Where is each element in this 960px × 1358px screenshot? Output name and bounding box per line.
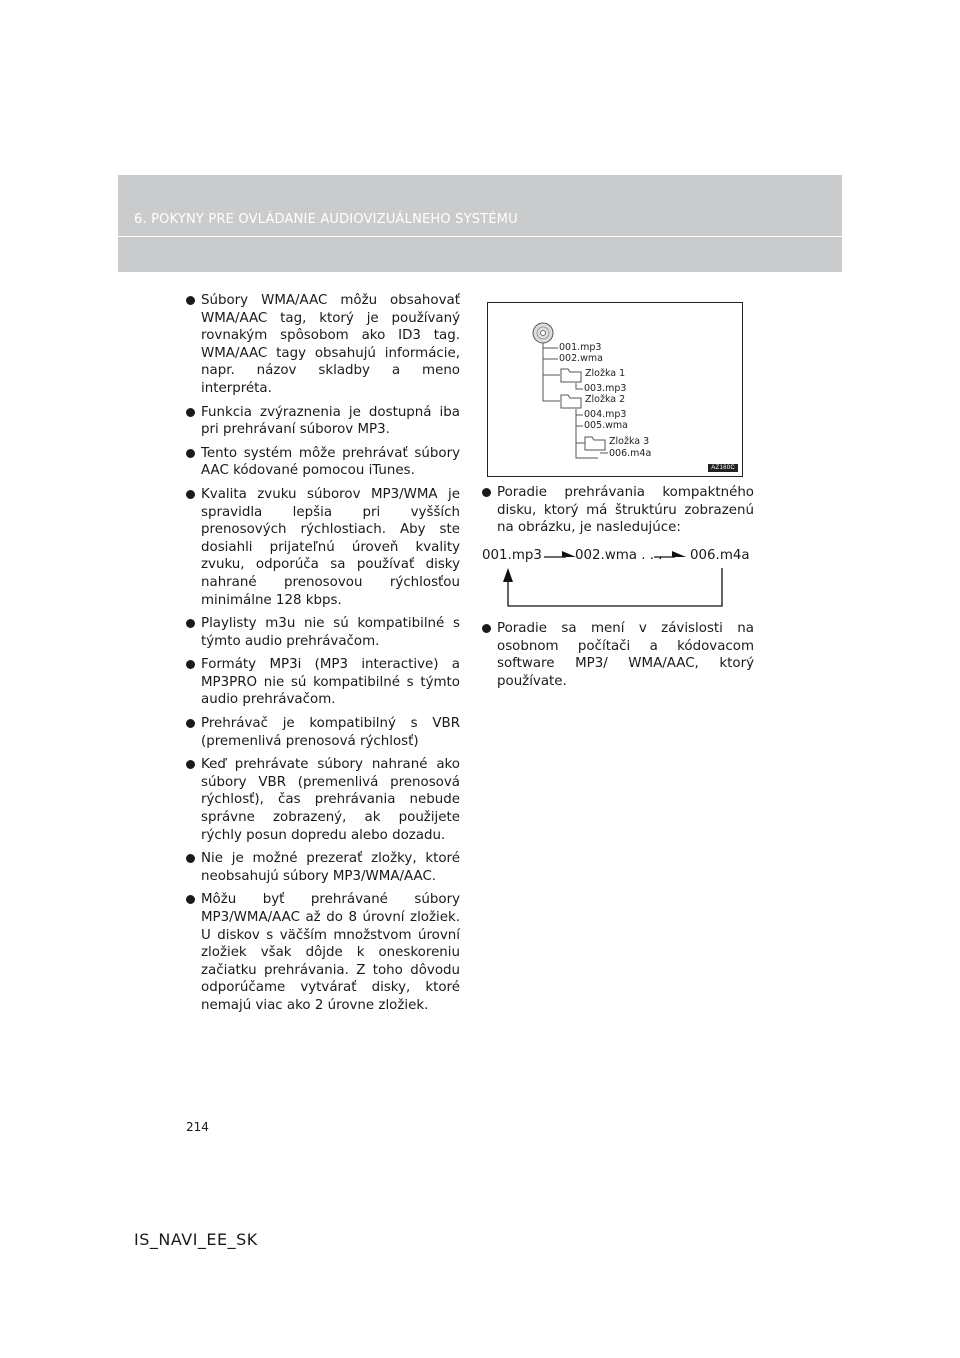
bullet-dot-icon <box>482 488 491 497</box>
bullet-item <box>482 620 754 690</box>
left-column <box>186 292 460 1021</box>
arrow-right-icon <box>544 551 576 557</box>
bullet-dot-icon <box>186 854 195 863</box>
bullet-item <box>186 715 460 750</box>
arrow-right-icon <box>654 551 686 557</box>
bullet-item <box>186 445 460 480</box>
file-label: 006.m4a <box>609 448 652 459</box>
playback-order-diagram <box>482 548 754 614</box>
figure-code: AZ160C <box>708 464 738 472</box>
bullet-dot-icon <box>186 895 195 904</box>
bullet-text: Môžu byť prehrávané súbory MP3/WMA/AAC až do 8 úrovní zložiek. U diskov s väčším množstvom úrovní zložiek však dôjde k oneskoreniu začiatku prehrávania. Z toho dôvodu odporúčame vytvárať disky, ktoré nemajú viac ako 2 úrovne zložiek. <box>201 892 460 1013</box>
bullet-text: Prehrávač je kompatibilný s VBR (premenlivá prenosová rýchlosť) <box>201 716 460 749</box>
order-last: 006.m4a <box>690 548 750 563</box>
bullet-text: Keď prehrávate súbory nahrané ako súbory VBR (premenlivá prenosová rýchlosť), čas prehrávania nebude správne zobrazený, ak použijete rýchly posun dopredu alebo dozadu. <box>201 757 460 843</box>
bullet-text: Poradie prehrávania kompaktného disku, ktorý má štruktúru zobrazenú na obrázku, je nasledujúce: <box>497 485 754 536</box>
header-divider <box>118 236 842 237</box>
bullet-item <box>482 484 754 537</box>
folder-icon <box>585 437 605 450</box>
document-code: IS_NAVI_EE_SK <box>134 1230 258 1249</box>
bullet-text: Funkcia zvýraznenia je dostupná iba pri prehrávaní súborov MP3. <box>201 404 460 438</box>
header-band <box>118 175 842 272</box>
bullet-text: Nie je možné prezerať zložky, ktoré neobsahujú súbory MP3/WMA/AAC. <box>201 851 460 884</box>
bullet-item <box>186 891 460 1014</box>
bullet-item <box>186 615 460 650</box>
bullet-dot-icon <box>186 296 195 305</box>
bullet-dot-icon <box>186 619 195 628</box>
bullet-dot-icon <box>186 449 195 458</box>
section-title: 6. POKYNY PRE OVLÁDANIE AUDIOVIZUÁLNEHO SYSTÉMU <box>134 212 518 227</box>
file-label: 005.wma <box>584 420 628 431</box>
bullet-text: Poradie sa mení v závislosti na osobnom počítači a kódovacom software MP3/ WMA/AAC, ktorý používate. <box>497 621 754 689</box>
bullet-dot-icon <box>186 490 195 499</box>
folder-structure-figure <box>487 302 743 477</box>
bullet-dot-icon <box>482 624 491 633</box>
file-label: 001.mp3 <box>559 342 602 353</box>
bullet-text: Súbory WMA/AAC môžu obsahovať WMA/AAC tag, ktorý je používaný rovnakým spôsobom ako ID3 tag. WMA/AAC tagy obsahujú informácie, napr. názov skladby a meno interpréta. <box>201 293 460 396</box>
file-label: 002.wma <box>559 353 603 364</box>
right-column-top <box>482 484 754 543</box>
right-column-bottom <box>482 620 754 696</box>
bullet-item <box>186 404 460 439</box>
order-arrows <box>482 548 754 614</box>
file-label: 003.mp3 <box>584 383 627 394</box>
loop-back-arrow-icon <box>503 568 722 606</box>
page-number: 214 <box>186 1120 209 1134</box>
bullet-item <box>186 756 460 844</box>
bullet-text: Kvalita zvuku súborov MP3/WMA je spravidla lepšia pri vyšších prenosových rýchlostiach. Aby ste dosiahli prijateľnú úroveň kvality zvuku, odporúča sa používať disky nahrané prenosovou rýchlosťou minimálne 128 kbps. <box>201 486 460 608</box>
folder-label: Zložka 2 <box>585 394 626 405</box>
order-first: 001.mp3 <box>482 548 542 563</box>
folder-label: Zložka 1 <box>585 368 626 379</box>
bullet-dot-icon <box>186 660 195 669</box>
bullet-text: Tento systém môže prehrávať súbory AAC kódované pomocou iTunes. <box>201 445 460 479</box>
bullet-dot-icon <box>186 719 195 728</box>
order-second: 002.wma . . . <box>575 548 663 563</box>
bullet-dot-icon <box>186 408 195 417</box>
file-label: 004.mp3 <box>584 409 627 420</box>
bullet-item <box>186 292 460 398</box>
bullet-item <box>186 656 460 709</box>
bullet-dot-icon <box>186 760 195 769</box>
folder-icon <box>561 395 581 408</box>
folder-label: Zložka 3 <box>609 436 650 447</box>
bullet-text: Formáty MP3i (MP3 interactive) a MP3PRO nie sú kompatibilné s týmto audio prehrávačom. <box>201 657 460 708</box>
bullet-item <box>186 486 460 609</box>
bullet-item <box>186 850 460 885</box>
cd-disc-icon <box>533 323 553 343</box>
bullet-text: Playlisty m3u nie sú kompatibilné s týmto audio prehrávačom. <box>201 616 460 649</box>
folder-icon <box>561 369 581 382</box>
